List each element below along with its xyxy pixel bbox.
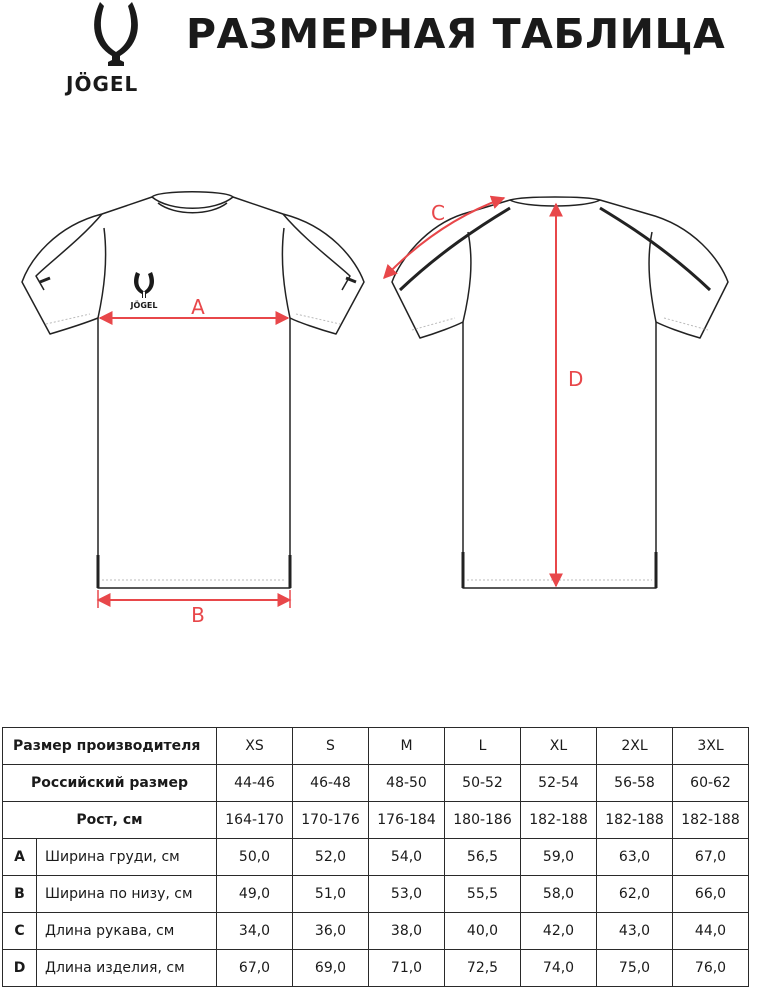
table-row-measure-c <box>3 913 749 950</box>
front-stitching <box>46 314 340 580</box>
measure-value-cell: 51,0 <box>293 876 369 913</box>
back-view <box>392 197 728 588</box>
page-title: РАЗМЕРНАЯ ТАБЛИЦА <box>186 10 726 58</box>
measure-value-cell: 53,0 <box>369 876 445 913</box>
height-cell: 180-186 <box>445 802 521 839</box>
size-table-body <box>3 728 749 987</box>
measure-value-cell: 76,0 <box>673 950 749 987</box>
table-row-manufacturer <box>3 728 749 765</box>
russian-size-label: Российский размер <box>3 765 217 802</box>
height-cell: 170-176 <box>293 802 369 839</box>
measure-letter: D <box>3 950 37 987</box>
measure-b-label: B <box>191 603 205 627</box>
measure-value-cell: 59,0 <box>521 839 597 876</box>
measure-name: Ширина груди, см <box>37 839 217 876</box>
measure-value-cell: 67,0 <box>673 839 749 876</box>
size-cell: XS <box>217 728 293 765</box>
table-row-measure-b <box>3 876 749 913</box>
measure-value-cell: 55,5 <box>445 876 521 913</box>
front-body-outline <box>22 197 364 588</box>
sleeve-trim <box>40 278 356 282</box>
measure-value-cell: 72,5 <box>445 950 521 987</box>
measure-name: Длина рукава, см <box>37 913 217 950</box>
table-row-measure-d <box>3 950 749 987</box>
russian-size-cell: 44-46 <box>217 765 293 802</box>
measure-value-cell: 49,0 <box>217 876 293 913</box>
chest-logo-icon <box>134 272 154 298</box>
russian-size-cell: 60-62 <box>673 765 749 802</box>
measure-value-cell: 36,0 <box>293 913 369 950</box>
measure-value-cell: 67,0 <box>217 950 293 987</box>
height-cell: 176-184 <box>369 802 445 839</box>
height-cell: 182-188 <box>673 802 749 839</box>
measure-value-cell: 62,0 <box>597 876 673 913</box>
measure-value-cell: 74,0 <box>521 950 597 987</box>
measure-value-cell: 44,0 <box>673 913 749 950</box>
size-cell: S <box>293 728 369 765</box>
measure-value-cell: 42,0 <box>521 913 597 950</box>
header <box>0 0 757 110</box>
front-view <box>22 192 364 588</box>
size-cell: XL <box>521 728 597 765</box>
size-cell: 3XL <box>673 728 749 765</box>
height-cell: 182-188 <box>521 802 597 839</box>
russian-size-cell: 50-52 <box>445 765 521 802</box>
measure-name: Ширина по низу, см <box>37 876 217 913</box>
measure-letter: A <box>3 839 37 876</box>
height-label: Рост, см <box>3 802 217 839</box>
measure-value-cell: 69,0 <box>293 950 369 987</box>
measure-value-cell: 43,0 <box>597 913 673 950</box>
russian-size-cell: 52-54 <box>521 765 597 802</box>
left-armhole-seam <box>98 228 106 318</box>
measure-value-cell: 38,0 <box>369 913 445 950</box>
manufacturer-size-label: Размер производителя <box>3 728 217 765</box>
measure-value-cell: 54,0 <box>369 839 445 876</box>
back-right-raglan <box>600 208 710 290</box>
side-vents <box>98 555 290 588</box>
measure-value-cell: 66,0 <box>673 876 749 913</box>
table-row-height <box>3 802 749 839</box>
measure-a-label: A <box>191 295 205 319</box>
height-cell: 164-170 <box>217 802 293 839</box>
chest-logo-text: JÖGEL <box>130 301 158 310</box>
size-cell: 2XL <box>597 728 673 765</box>
measure-value-cell: 71,0 <box>369 950 445 987</box>
measure-letter: C <box>3 913 37 950</box>
jogel-logo-icon <box>82 0 150 70</box>
measure-value-cell: 52,0 <box>293 839 369 876</box>
measure-value-cell: 50,0 <box>217 839 293 876</box>
russian-size-cell: 46-48 <box>293 765 369 802</box>
size-cell: L <box>445 728 521 765</box>
measure-value-cell: 63,0 <box>597 839 673 876</box>
table-row-measure-a <box>3 839 749 876</box>
measure-name: Длина изделия, см <box>37 950 217 987</box>
measure-value-cell: 56,5 <box>445 839 521 876</box>
size-table <box>2 727 749 987</box>
right-armhole-seam <box>282 228 290 318</box>
measure-value-cell: 34,0 <box>217 913 293 950</box>
russian-size-cell: 48-50 <box>369 765 445 802</box>
measure-letter: B <box>3 876 37 913</box>
height-cell: 182-188 <box>597 802 673 839</box>
tshirt-diagram <box>0 110 757 650</box>
brand-wordmark: JÖGEL <box>66 72 139 96</box>
back-side-vents <box>463 552 656 588</box>
measure-value-cell: 58,0 <box>521 876 597 913</box>
front-chest-logo <box>130 272 158 310</box>
measure-value-cell: 75,0 <box>597 950 673 987</box>
right-raglan-seam <box>283 214 350 290</box>
measure-value-cell: 40,0 <box>445 913 521 950</box>
measure-d-label: D <box>568 367 584 391</box>
russian-size-cell: 56-58 <box>597 765 673 802</box>
back-left-armhole <box>463 232 471 322</box>
back-stitching <box>412 318 708 580</box>
measure-c-label: C <box>431 201 445 225</box>
table-row-russian <box>3 765 749 802</box>
collar-outer <box>152 192 233 197</box>
size-cell: M <box>369 728 445 765</box>
